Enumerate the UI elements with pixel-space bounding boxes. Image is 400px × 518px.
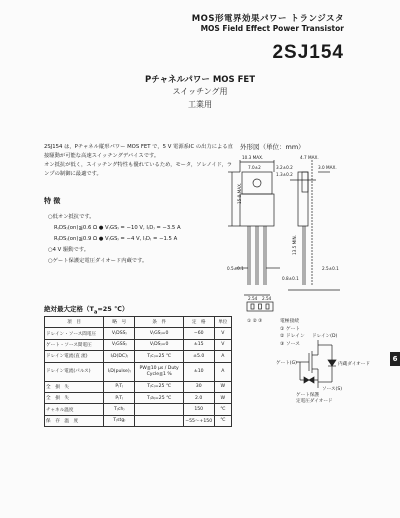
table-row	[45, 362, 232, 381]
table-cell: 保 存 温 度	[45, 415, 104, 426]
max-ratings-table	[44, 316, 232, 427]
subtitle-type: Pチャネルパワー MOS FET	[144, 75, 256, 85]
bottom-view	[247, 302, 273, 311]
table-cell: ℃	[214, 404, 231, 415]
table-cell: V	[214, 328, 231, 339]
circuit-zener-label: ゲート保護	[296, 393, 319, 398]
table-row	[45, 351, 232, 362]
feature-item: R₍DS₎(on)≦0.6 Ω ● V₍GS₎ = −10 V, I₍D₎ = −3.5 A	[54, 225, 181, 231]
dim-label: 7.0±2	[248, 165, 261, 170]
dim-label: 13.5 MIN.	[292, 235, 297, 255]
table-cell: 2.0	[183, 392, 214, 403]
table-cell: I₍D(pulse)₎	[104, 362, 135, 381]
table-cell: W	[214, 381, 231, 392]
pin-legend	[280, 318, 305, 348]
dim-label: 2.54	[262, 296, 272, 301]
header-title-jp: MOS形電界効果パワー トランジスタ	[191, 14, 344, 24]
feature-item: ○低オン抵抗です。	[48, 214, 95, 220]
table-cell: ゲート・ソース間電圧	[45, 339, 104, 350]
table-cell: 全 損 失	[45, 381, 104, 392]
table-cell: ドレイン・ソース間電圧	[45, 328, 104, 339]
feature-item: ○ゲート保護定電圧ダイオード内蔵です。	[48, 258, 148, 264]
table-cell: V₍DS₎=0	[135, 339, 183, 350]
table-cell	[135, 404, 183, 415]
header-title-en: MOS Field Effect Power Transistor	[200, 24, 344, 33]
dim-label: 3.2±0.2	[276, 165, 293, 170]
table-cell: V₍GS₎=0	[135, 328, 183, 339]
dim-label: 1.3±0.2	[276, 172, 293, 177]
table-cell: P₍T₎	[104, 381, 135, 392]
outline-title: 外形図（単位：mm）	[240, 143, 305, 151]
ratings-title-tail: =25 ℃）	[97, 305, 129, 313]
table-row	[45, 415, 232, 426]
dim-label: 2.54	[248, 296, 258, 301]
table-row	[45, 404, 232, 415]
subtitle-grade: 工業用	[188, 100, 212, 109]
dim-label: 0.8±0.1	[282, 276, 299, 281]
table-header-row	[45, 317, 232, 328]
table-row	[45, 328, 232, 339]
subtitle-use: スイッチング用	[172, 87, 228, 96]
pin-label: ③ ソース	[280, 341, 300, 347]
circuit-gate-label: ゲート(G)	[276, 361, 297, 366]
table-header: 項 目	[45, 317, 104, 328]
pin-label: ② ドレイン	[280, 334, 305, 339]
dim-label: 15.0 MAX.	[237, 182, 242, 204]
circuit-source-label: ソース(S)	[322, 387, 343, 392]
features-title: 特 徴	[44, 197, 61, 205]
table-cell: P₍T₎	[104, 392, 135, 403]
table-cell: A	[214, 351, 231, 362]
ratings-title-text: 絶対最大定格（T	[44, 305, 94, 313]
ratings-title	[44, 304, 128, 315]
table-cell: −60	[183, 328, 214, 339]
dim-label: 4.7 MAX.	[300, 155, 319, 160]
dim-label: 3.0 MAX.	[318, 165, 337, 170]
pin-heading: 電極接続	[280, 319, 300, 324]
table-cell: A	[214, 362, 231, 381]
table-cell: V	[214, 339, 231, 350]
table-cell: PW≦10 μs / Duty Cycle≦1 %	[135, 362, 183, 381]
table-cell: I₍D(DC)₎	[104, 351, 135, 362]
table-cell: V₍GSS₎	[104, 339, 135, 350]
description-p1: 2SJ154 は，Pチャネル縦形パワー MOS FET で，5 V 電源系IC の出力による直接駆動が可能な高速スイッチングデバイスです。	[44, 144, 233, 159]
circuit-drain-label: ドレイン(D)	[312, 334, 338, 339]
circuit-diode-label: 内蔵ダイオード	[338, 362, 370, 367]
table-cell: 30	[183, 381, 214, 392]
table-cell: ドレイン電流(直 流)	[45, 351, 104, 362]
table-row	[45, 339, 232, 350]
table-cell: ドレイン電流(パルス)	[45, 362, 104, 381]
table-cell: T₍a₎=25 ℃	[135, 392, 183, 403]
part-number: 2SJ154	[272, 42, 344, 63]
table-cell: ±15	[183, 339, 214, 350]
table-cell	[135, 415, 183, 426]
table-cell: ±10	[183, 362, 214, 381]
side-view-body	[298, 172, 308, 226]
mounting-hole	[253, 179, 261, 187]
table-cell: T₍stg₎	[104, 415, 135, 426]
table-cell: V₍DSS₎	[104, 328, 135, 339]
table-header: 条 件	[135, 317, 183, 328]
table-cell: T₍ch₎	[104, 404, 135, 415]
table-cell: T₍c₎=25 ℃	[135, 351, 183, 362]
feature-item: R₍DS₎(on)≦0.9 Ω ● V₍GS₎ = −4 V, I₍D₎ = −1.5 A	[54, 236, 178, 242]
dim-label: 2.5±0.1	[322, 266, 339, 271]
pin-numbers: ① ② ③	[247, 319, 263, 324]
feature-item: ○4 V 駆動です。	[48, 247, 90, 253]
table-cell: ℃	[214, 415, 231, 426]
table-row	[45, 392, 232, 403]
table-header: 定 格	[183, 317, 214, 328]
table-header: 単位	[214, 317, 231, 328]
table-cell: 全 損 失	[45, 392, 104, 403]
table-cell: W	[214, 392, 231, 403]
features-list	[48, 212, 238, 267]
circuit-zener-label: 定電圧ダイオード	[296, 399, 333, 404]
table-cell: チャネル温度	[45, 404, 104, 415]
pin-label: ① ゲート	[280, 326, 301, 332]
ratings-title-sub: a	[93, 309, 98, 316]
package-tab	[242, 172, 272, 194]
table-row	[45, 381, 232, 392]
table-cell: ±5.0	[183, 351, 214, 362]
package-body	[240, 194, 274, 226]
table-cell: −55～+150	[183, 415, 214, 426]
table-header: 略 号	[104, 317, 135, 328]
dim-label: 10.3 MAX.	[242, 155, 264, 160]
dim-label: 0.5±0.1	[227, 266, 244, 271]
description	[44, 143, 236, 179]
description-p2: オン抵抗が低く，スイッチング特性も優れているため，モータ，ソレノイド，ランプの制御に最適です。	[44, 162, 233, 177]
section-tab-marker: 6	[390, 352, 400, 366]
table-cell: 150	[183, 404, 214, 415]
table-cell: T₍c₎=25 ℃	[135, 381, 183, 392]
